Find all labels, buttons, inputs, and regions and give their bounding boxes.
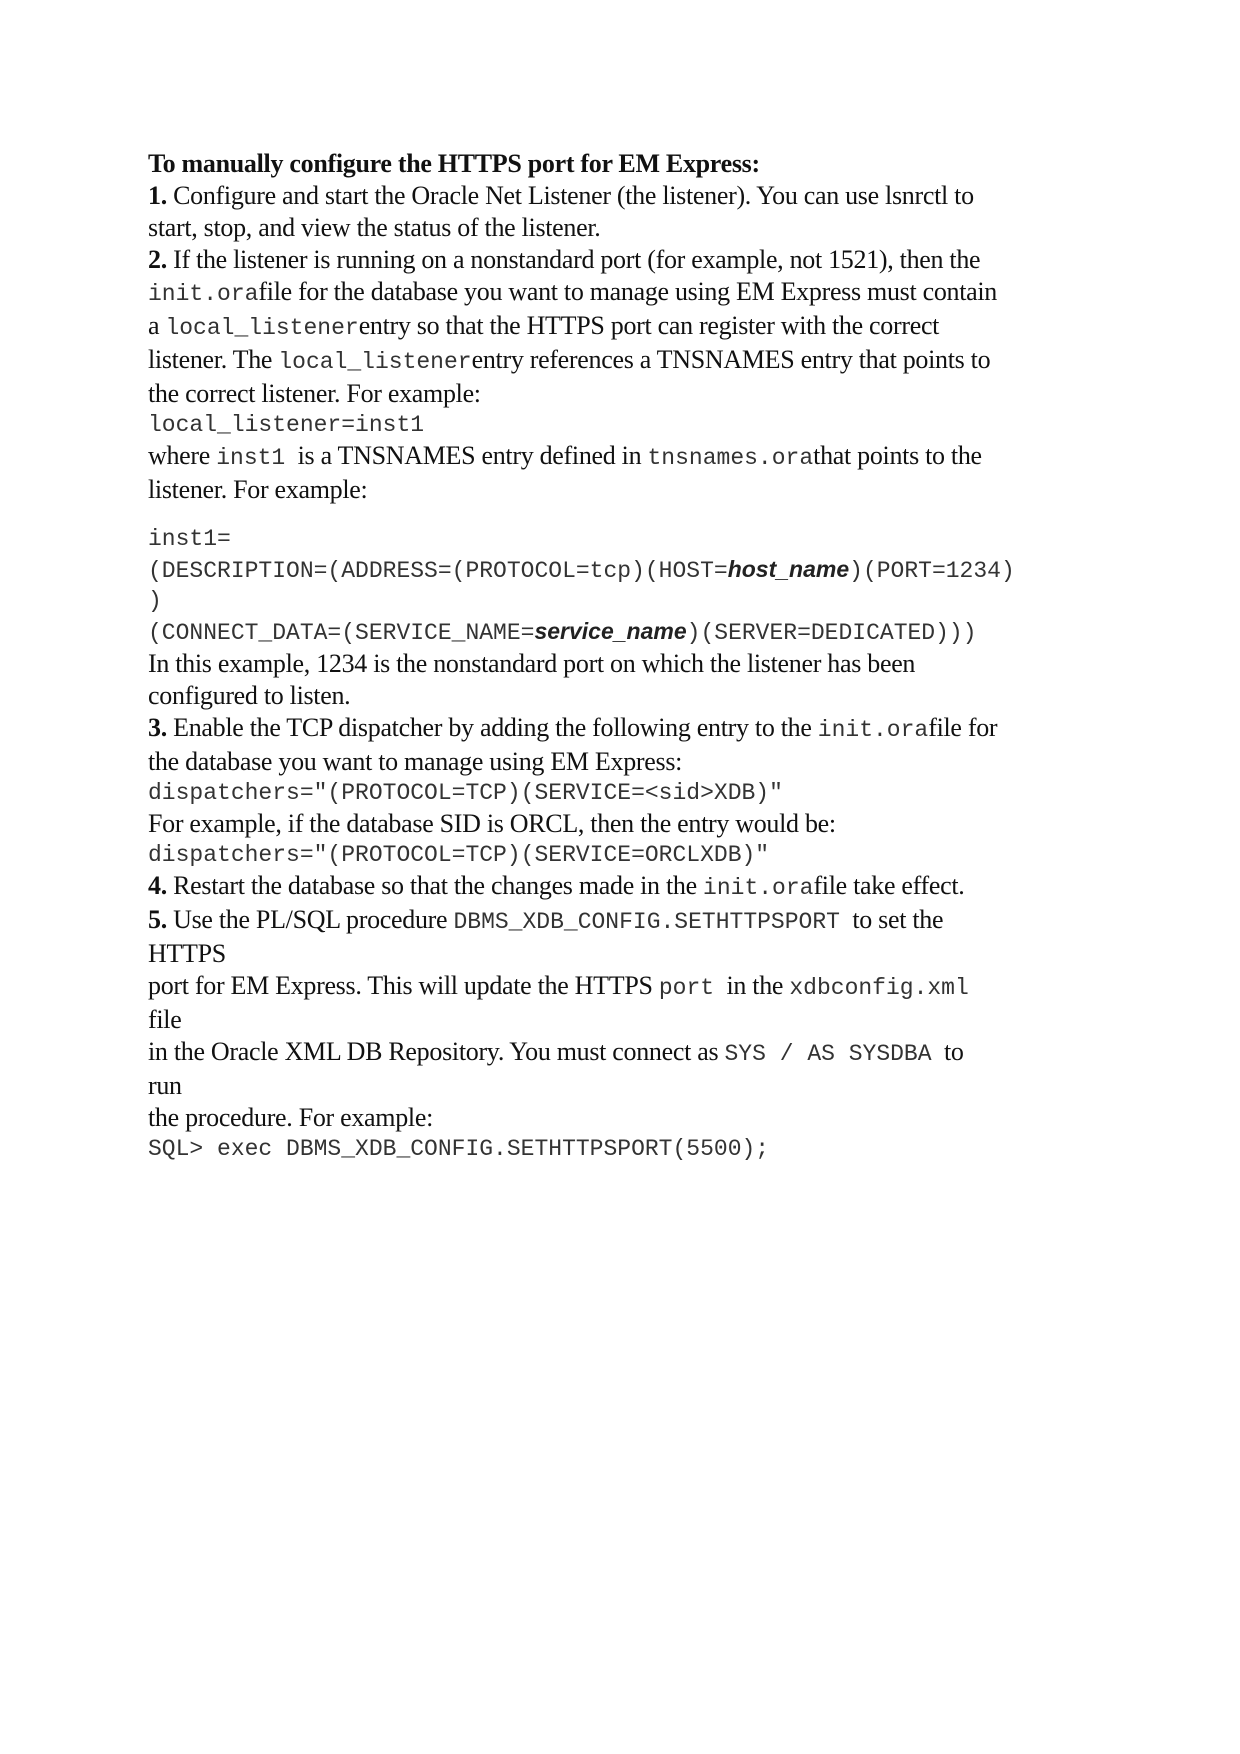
code-server-dedicated: )(SERVER=DEDICATED))) [686,620,977,646]
code-inst1: inst1 [216,445,286,471]
code-connect-data: (CONNECT_DATA=(SERVICE_NAME= [148,620,535,646]
step-2-line-5: the correct listener. For example: [148,379,481,408]
step-2-line-3-text: entry so that the HTTPS port can register with the correct [358,311,940,340]
code-tns-port: )(PORT=1234) [849,558,1015,584]
step-5-line-7: the procedure. For example: [148,1103,434,1132]
step-5-line-3-pre: port for EM Express. This will update the HTTPS [148,971,659,1000]
step-2-line-4 [148,344,1088,378]
section-title: To manually configure the HTTPS port for EM Express: [148,149,760,178]
step-2-line-6-mid: is a TNSNAMES entry defined in [285,441,648,470]
step-5-line-3-mid: in the [714,971,790,1000]
step-3-line-1-text: file for [928,713,998,742]
step-5-line-5-text: to [931,1037,964,1066]
document-body [148,148,1088,1164]
step-5-line-5-pre: in the Oracle XML DB Repository. You must connect as [148,1037,725,1066]
step-5-number: 5. [148,905,167,934]
step-4-number: 4. [148,871,167,900]
step-2-number: 2. [148,245,167,274]
code-local-listener-2: local_listener [278,349,472,375]
step-3-line-2: the database you want to manage using EM Express: [148,747,683,776]
step-2-line-3 [148,310,1088,344]
step-4-line-1-pre: Restart the database so that the changes made in the [166,871,704,900]
code-service-name-placeholder: service_name [534,618,687,644]
code-local-listener: local_listener [165,315,359,341]
step-3-number: 3. [148,713,167,742]
code-local-listener-example: local_listener=inst1 [148,412,425,438]
step-1-number: 1. [148,181,167,210]
step-5-line-1 [148,904,1088,938]
step-3-line-1-pre: Enable the TCP dispatcher by adding the following entry to the [166,713,818,742]
step-3-line-1 [148,712,1088,746]
code-xdbconfig-xml: xdbconfig.xml [789,975,969,1001]
code-dispatchers-template: dispatchers="(PROTOCOL=TCP)(SERVICE=<sid>XDB)" [148,780,783,806]
step-2-line-1 [148,244,1088,276]
code-dispatchers-example: dispatchers="(PROTOCOL=TCP)(SERVICE=ORCLXDB)" [148,842,770,868]
spacer [148,506,1088,524]
step-5-line-6: run [148,1071,182,1100]
step-2-line-4-text: entry references a TNSNAMES entry that points to [471,345,991,374]
step-2-line-2 [148,276,1088,310]
code-init-ora-3: init.ora [703,875,814,901]
step-2-line-8: In this example, 1234 is the nonstandard port on which the listener has been [148,649,916,678]
step-5-line-1-text: to set the [839,905,944,934]
step-5-line-4: file [148,1005,182,1034]
step-5-line-5 [148,1036,1088,1070]
code-tns-entry-line-2 [148,554,1088,586]
step-2-line-2-text: file for the database you want to manage using EM Express must contain [258,277,998,306]
step-4-line-1-text: file take effect. [813,871,965,900]
step-5-line-1-pre: Use the PL/SQL procedure [166,905,454,934]
code-tns-entry-line-1: inst1= [148,526,231,552]
code-init-ora: init.ora [148,281,259,307]
step-2-line-3-pre: a [148,311,166,340]
code-tns-description: (DESCRIPTION=(ADDRESS=(PROTOCOL=tcp)(HOST= [148,558,728,584]
step-1-line-2: start, stop, and view the status of the listener. [148,213,601,242]
code-sethttpsport: DBMS_XDB_CONFIG.SETHTTPSPORT [453,909,840,935]
step-1-text: Configure and start the Oracle Net Listener (the listener). You can use lsnrctl to [166,181,974,210]
step-2-line-6 [148,440,1088,474]
code-sql-exec-example: SQL> exec DBMS_XDB_CONFIG.SETHTTPSPORT(5500); [148,1136,770,1162]
step-1-line-1 [148,180,1088,212]
step-5-line-2: HTTPS [148,939,226,968]
code-host-name-placeholder: host_name [727,556,850,582]
step-2-line-9: configured to listen. [148,681,351,710]
step-5-line-3 [148,970,1088,1004]
code-port: port [658,975,715,1001]
step-2-text: If the listener is running on a nonstandard port (for example, not 1521), then the [166,245,981,274]
step-2-line-6-text: that points to the [813,441,982,470]
step-2-line-7: listener. For example: [148,475,368,504]
step-2-line-6-pre: where [148,441,217,470]
code-init-ora-2: init.ora [817,717,929,743]
code-tns-entry-line-3: ) [148,588,162,614]
code-sys-as-sysdba: SYS / AS SYSDBA [724,1041,932,1067]
code-tnsnames-ora: tnsnames.ora [647,445,814,471]
step-3-line-3: For example, if the database SID is ORCL, then the entry would be: [148,809,836,838]
step-2-line-4-pre: listener. The [148,345,279,374]
code-tns-entry-line-4 [148,616,1088,648]
step-4-line-1 [148,870,1088,904]
